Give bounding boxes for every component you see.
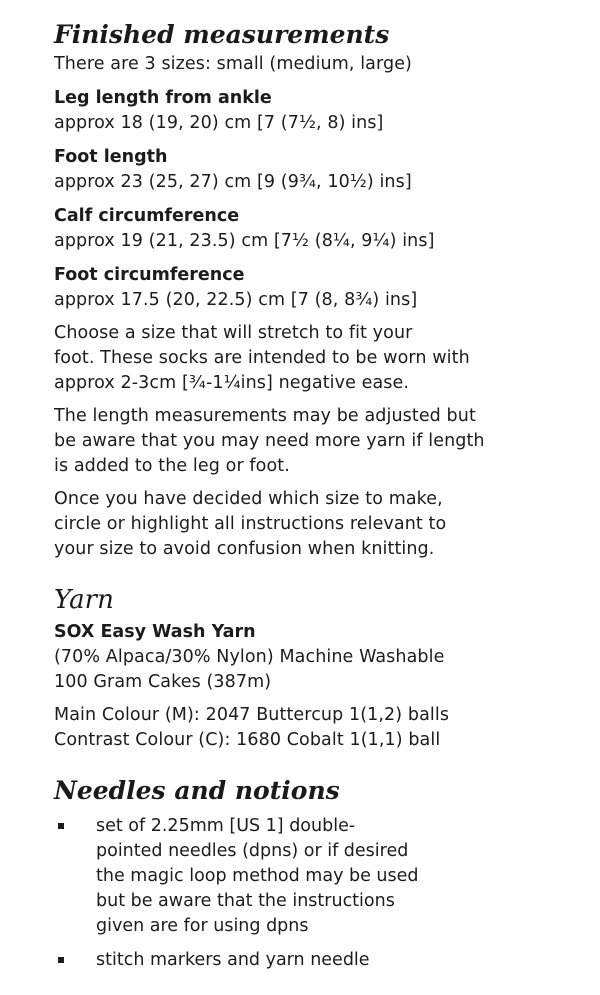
item-line: but be aware that the instructions: [96, 891, 395, 911]
yarn-name: SOX Easy Wash Yarn: [54, 622, 256, 642]
paragraph-line: circle or highlight all instructions relevant to: [54, 514, 447, 534]
needles-heading: Needles and notions: [54, 776, 340, 805]
paragraph-line: foot. These socks are intended to be worn with: [54, 348, 470, 368]
foot-circumference-value: approx 17.5 (20, 22.5) cm [7 (8, 8¾) ins]: [54, 290, 418, 310]
highlight-size-paragraph: [54, 487, 580, 562]
paragraph-line: be aware that you may need more yarn if length: [54, 431, 485, 451]
calf-circumference-label: Calf circumference: [54, 206, 240, 226]
item-line: stitch markers and yarn needle: [96, 950, 370, 970]
square-bullet-icon: [58, 823, 64, 829]
finished-measurements-heading: Finished measurements: [54, 20, 390, 49]
leg-length-label: Leg length from ankle: [54, 88, 272, 108]
needles-section: [54, 774, 580, 973]
foot-length-label: Foot length: [54, 147, 168, 167]
yarn-composition: (70% Alpaca/30% Nylon) Machine Washable: [54, 647, 445, 667]
sizes-text: There are 3 sizes: small (medium, large): [54, 54, 412, 74]
leg-length-value: approx 18 (19, 20) cm [7 (7½, 8) ins]: [54, 113, 384, 133]
item-line: the magic loop method may be used: [96, 866, 419, 886]
yarn-section: [54, 583, 580, 753]
size-advice-paragraph: [54, 321, 580, 396]
paragraph-line: approx 2-3cm [¾-1¼ins] negative ease.: [54, 373, 410, 393]
foot-circumference-label: Foot circumference: [54, 265, 245, 285]
item-line: set of 2.25mm [US 1] double-: [96, 816, 356, 836]
paragraph-line: Choose a size that will stretch to fit your: [54, 323, 413, 343]
square-bullet-icon: [58, 957, 64, 963]
yarn-heading: Yarn: [54, 585, 114, 615]
item-line: pointed needles (dpns) or if desired: [96, 841, 409, 861]
paragraph-line: The length measurements may be adjusted but: [54, 406, 476, 426]
yarn-cakes: 100 Gram Cakes (387m): [54, 672, 272, 692]
list-item: [54, 948, 580, 973]
length-adjust-paragraph: [54, 404, 580, 479]
calf-circumference-value: approx 19 (21, 23.5) cm [7½ (8¼, 9¼) ins]: [54, 231, 435, 251]
main-colour: Main Colour (M): 2047 Buttercup 1(1,2) balls: [54, 705, 450, 725]
foot-length-value: approx 23 (25, 27) cm [9 (9¾, 10½) ins]: [54, 172, 412, 192]
paragraph-line: is added to the leg or foot.: [54, 456, 290, 476]
paragraph-line: your size to avoid confusion when knitting.: [54, 539, 435, 559]
list-item: [54, 814, 580, 939]
item-line: given are for using dpns: [96, 916, 309, 936]
contrast-colour: Contrast Colour (C): 1680 Cobalt 1(1,1) ball: [54, 730, 441, 750]
paragraph-line: Once you have decided which size to make,: [54, 489, 443, 509]
needles-list: [54, 814, 580, 973]
